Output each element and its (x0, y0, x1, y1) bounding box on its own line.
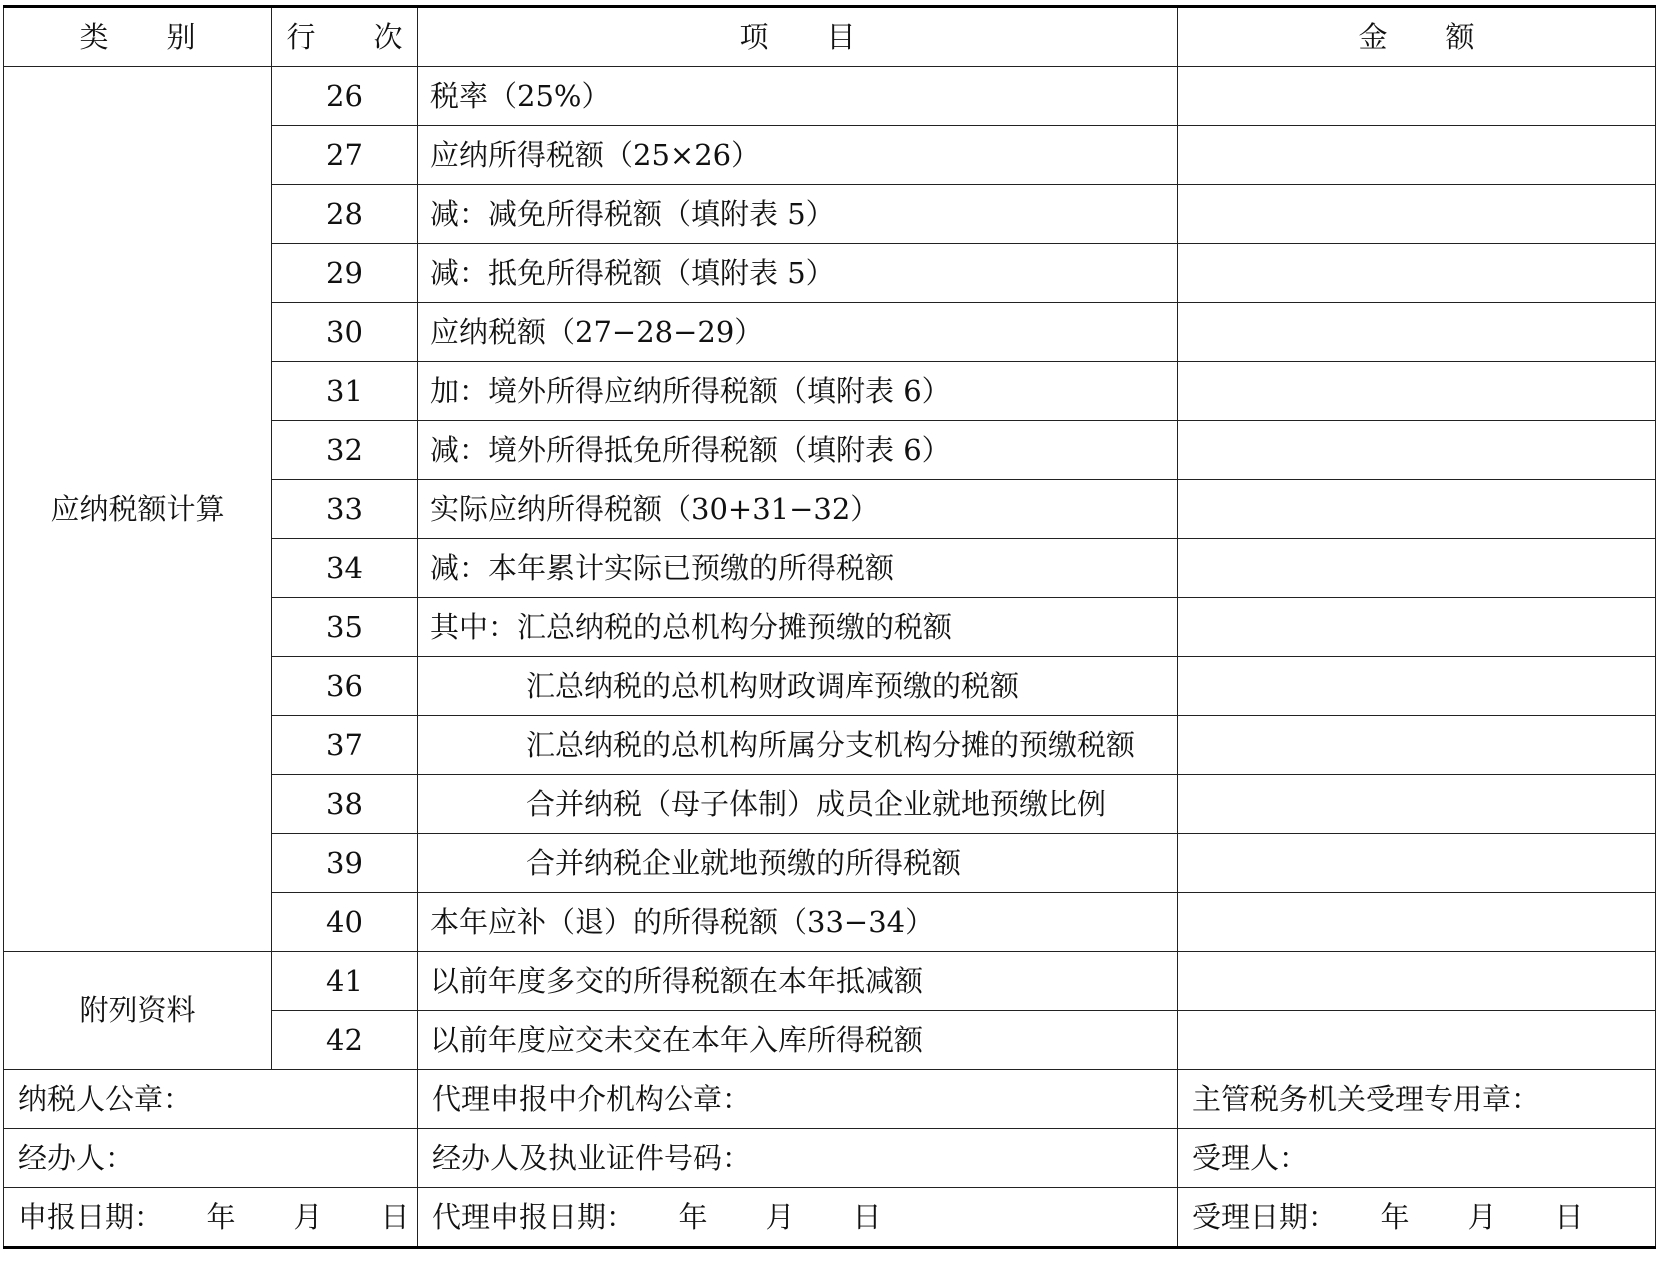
header-row (4, 7, 1656, 67)
receiver-label: 受理人： (1178, 1129, 1656, 1188)
item-label: 汇总纳税的总机构所属分支机构分摊的预缴税额 (418, 716, 1178, 775)
line-number: 39 (272, 834, 418, 893)
item-label: 减：境外所得抵免所得税额（填附表 6） (418, 421, 1178, 480)
line-number: 30 (272, 303, 418, 362)
amount-cell[interactable] (1178, 480, 1656, 539)
group-label-tax-calculation: 应纳税额计算 (4, 67, 272, 952)
line-number: 35 (272, 598, 418, 657)
line-number: 40 (272, 893, 418, 952)
item-label: 应纳所得税额（25×26） (418, 126, 1178, 185)
item-label: 应纳税额（27−28−29） (418, 303, 1178, 362)
line-number: 32 (272, 421, 418, 480)
amount-cell[interactable] (1178, 775, 1656, 834)
declare-date-label: 申报日期： 年 月 日 (4, 1188, 418, 1248)
line-number: 42 (272, 1011, 418, 1070)
line-number: 29 (272, 244, 418, 303)
line-number: 26 (272, 67, 418, 126)
item-label: 加：境外所得应纳所得税额（填附表 6） (418, 362, 1178, 421)
header-line-number: 行 次 (272, 7, 418, 67)
amount-cell[interactable] (1178, 539, 1656, 598)
amount-cell[interactable] (1178, 952, 1656, 1011)
item-label: 合并纳税企业就地预缴的所得税额 (418, 834, 1178, 893)
header-item: 项 目 (418, 7, 1178, 67)
line-number: 27 (272, 126, 418, 185)
amount-cell[interactable] (1178, 421, 1656, 480)
amount-cell[interactable] (1178, 834, 1656, 893)
line-number: 31 (272, 362, 418, 421)
amount-cell[interactable] (1178, 126, 1656, 185)
item-label: 其中：汇总纳税的总机构分摊预缴的税额 (418, 598, 1178, 657)
item-label: 合并纳税（母子体制）成员企业就地预缴比例 (418, 775, 1178, 834)
item-label: 减：减免所得税额（填附表 5） (418, 185, 1178, 244)
item-label: 减：抵免所得税额（填附表 5） (418, 244, 1178, 303)
amount-cell[interactable] (1178, 244, 1656, 303)
agent-seal-label: 代理申报中介机构公章： (418, 1070, 1178, 1129)
handler-label: 经办人： (4, 1129, 418, 1188)
tax-return-table (3, 5, 1656, 1249)
item-label: 汇总纳税的总机构财政调库预缴的税额 (418, 657, 1178, 716)
group-label-supplementary: 附列资料 (4, 952, 272, 1070)
table-row (4, 952, 1656, 1011)
line-number: 34 (272, 539, 418, 598)
item-label: 以前年度应交未交在本年入库所得税额 (418, 1011, 1178, 1070)
item-label: 本年应补（退）的所得税额（33−34） (418, 893, 1178, 952)
handler-cert-label: 经办人及执业证件号码： (418, 1129, 1178, 1188)
table-row (4, 67, 1656, 126)
amount-cell[interactable] (1178, 716, 1656, 775)
amount-cell[interactable] (1178, 303, 1656, 362)
line-number: 36 (272, 657, 418, 716)
item-label: 减：本年累计实际已预缴的所得税额 (418, 539, 1178, 598)
header-category: 类 别 (4, 7, 272, 67)
agent-date-label: 代理申报日期： 年 月 日 (418, 1188, 1178, 1248)
amount-cell[interactable] (1178, 185, 1656, 244)
line-number: 41 (272, 952, 418, 1011)
authority-seal-label: 主管税务机关受理专用章： (1178, 1070, 1656, 1129)
item-label: 税率（25%） (418, 67, 1178, 126)
line-number: 38 (272, 775, 418, 834)
line-number: 33 (272, 480, 418, 539)
footer-row-seal (4, 1070, 1656, 1129)
amount-cell[interactable] (1178, 362, 1656, 421)
tax-form-sheet (3, 5, 1655, 1249)
amount-cell[interactable] (1178, 657, 1656, 716)
line-number: 37 (272, 716, 418, 775)
item-label: 实际应纳所得税额（30+31−32） (418, 480, 1178, 539)
line-number: 28 (272, 185, 418, 244)
header-amount: 金 额 (1178, 7, 1656, 67)
amount-cell[interactable] (1178, 1011, 1656, 1070)
footer-row-date (4, 1188, 1656, 1248)
amount-cell[interactable] (1178, 67, 1656, 126)
taxpayer-seal-label: 纳税人公章： (4, 1070, 418, 1129)
footer-row-handler (4, 1129, 1656, 1188)
item-label: 以前年度多交的所得税额在本年抵减额 (418, 952, 1178, 1011)
amount-cell[interactable] (1178, 598, 1656, 657)
amount-cell[interactable] (1178, 893, 1656, 952)
accept-date-label: 受理日期： 年 月 日 (1178, 1188, 1656, 1248)
